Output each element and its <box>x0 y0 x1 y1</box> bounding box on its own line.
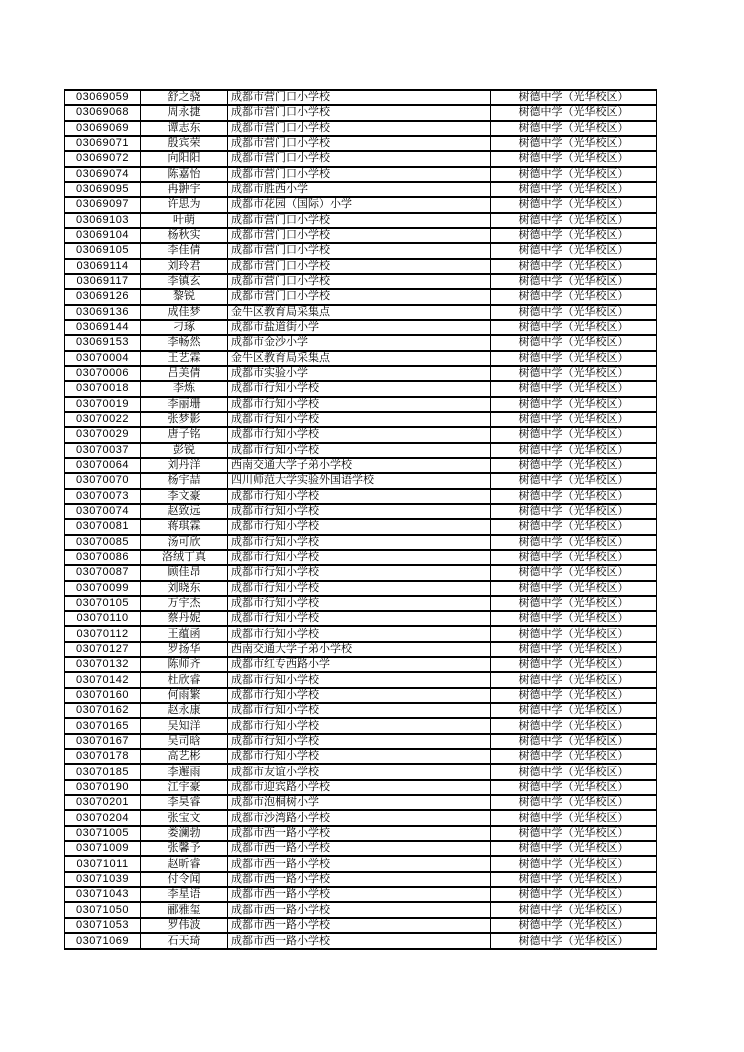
student-name-cell: 冉翀宇 <box>141 182 228 197</box>
table-row <box>65 381 657 396</box>
middle-school-cell: 树德中学（光华校区） <box>491 657 657 672</box>
table-row <box>65 611 657 626</box>
middle-school-cell: 树德中学（光华校区） <box>491 581 657 596</box>
table-row <box>65 320 657 335</box>
middle-school-cell: 树德中学（光华校区） <box>491 826 657 841</box>
primary-school-cell: 成都市西一路小学校 <box>228 826 491 841</box>
primary-school-cell: 成都市行知小学校 <box>228 504 491 519</box>
primary-school-cell: 成都市行知小学校 <box>228 611 491 626</box>
middle-school-cell: 树德中学（光华校区） <box>491 626 657 641</box>
student-name-cell: 许思为 <box>141 197 228 212</box>
primary-school-cell: 成都市行知小学校 <box>228 626 491 641</box>
table-row <box>65 182 657 197</box>
middle-school-cell: 树德中学（光华校区） <box>491 213 657 228</box>
middle-school-cell: 树德中学（光华校区） <box>491 780 657 795</box>
table-row <box>65 136 657 151</box>
middle-school-cell: 树德中学（光华校区） <box>491 688 657 703</box>
table-row <box>65 596 657 611</box>
student-name-cell: 李畅然 <box>141 335 228 350</box>
student-name-cell: 彭锐 <box>141 443 228 458</box>
table-row <box>65 366 657 381</box>
student-name-cell: 赵致远 <box>141 504 228 519</box>
table-row <box>65 305 657 320</box>
student-id-cell: 03070110 <box>65 611 141 626</box>
primary-school-cell: 成都市盐道街小学 <box>228 320 491 335</box>
middle-school-cell: 树德中学（光华校区） <box>491 734 657 749</box>
primary-school-cell: 成都市实验小学 <box>228 366 491 381</box>
table-row <box>65 856 657 871</box>
middle-school-cell: 树德中学（光华校区） <box>491 856 657 871</box>
primary-school-cell: 成都市西一路小学校 <box>228 841 491 856</box>
student-name-cell: 赵永康 <box>141 703 228 718</box>
student-id-cell: 03070019 <box>65 397 141 412</box>
middle-school-cell: 树德中学（光华校区） <box>491 550 657 565</box>
student-id-cell: 03070086 <box>65 550 141 565</box>
student-name-cell: 陈师齐 <box>141 657 228 672</box>
student-name-cell: 谭志东 <box>141 121 228 136</box>
table-row <box>65 581 657 596</box>
student-name-cell: 周永捷 <box>141 105 228 120</box>
student-id-cell: 03070112 <box>65 626 141 641</box>
table-row <box>65 274 657 289</box>
primary-school-cell: 成都市行知小学校 <box>228 581 491 596</box>
student-id-cell: 03070085 <box>65 535 141 550</box>
student-id-cell: 03070162 <box>65 703 141 718</box>
middle-school-cell: 树德中学（光华校区） <box>491 504 657 519</box>
student-id-cell: 03069097 <box>65 197 141 212</box>
middle-school-cell: 树德中学（光华校区） <box>491 703 657 718</box>
primary-school-cell: 成都市友谊小学校 <box>228 764 491 779</box>
middle-school-cell: 树德中学（光华校区） <box>491 642 657 657</box>
table-row <box>65 535 657 550</box>
student-name-cell: 郦雅玺 <box>141 902 228 917</box>
primary-school-cell: 成都市胜西小学 <box>228 182 491 197</box>
student-name-cell: 蒋琪霖 <box>141 519 228 534</box>
student-name-cell: 黎锐 <box>141 289 228 304</box>
student-id-cell: 03069153 <box>65 335 141 350</box>
table-row <box>65 826 657 841</box>
assignment-table-body <box>65 90 657 949</box>
student-name-cell: 王艺霖 <box>141 351 228 366</box>
middle-school-cell: 树德中学（光华校区） <box>491 320 657 335</box>
student-id-cell: 03070165 <box>65 718 141 733</box>
student-id-cell: 03070105 <box>65 596 141 611</box>
student-name-cell: 吴司晗 <box>141 734 228 749</box>
middle-school-cell: 树德中学（光华校区） <box>491 151 657 166</box>
table-row <box>65 121 657 136</box>
table-row <box>65 657 657 672</box>
primary-school-cell: 成都市西一路小学校 <box>228 872 491 887</box>
middle-school-cell: 树德中学（光华校区） <box>491 565 657 580</box>
primary-school-cell: 成都市营门口小学校 <box>228 136 491 151</box>
student-name-cell: 顾佳昂 <box>141 565 228 580</box>
table-row <box>65 642 657 657</box>
student-name-cell: 李镇玄 <box>141 274 228 289</box>
middle-school-cell: 树德中学（光华校区） <box>491 810 657 825</box>
middle-school-cell: 树德中学（光华校区） <box>491 289 657 304</box>
table-row <box>65 151 657 166</box>
primary-school-cell: 成都市泡桐树小学 <box>228 795 491 810</box>
student-name-cell: 刁琢 <box>141 320 228 335</box>
student-id-cell: 03069069 <box>65 121 141 136</box>
student-id-cell: 03071009 <box>65 841 141 856</box>
primary-school-cell: 金牛区教育局采集点 <box>228 305 491 320</box>
primary-school-cell: 成都市沙湾路小学校 <box>228 810 491 825</box>
table-row <box>65 780 657 795</box>
table-row <box>65 810 657 825</box>
student-id-cell: 03069105 <box>65 243 141 258</box>
primary-school-cell: 成都市营门口小学校 <box>228 151 491 166</box>
student-id-cell: 03069117 <box>65 274 141 289</box>
student-name-cell: 王蕴函 <box>141 626 228 641</box>
student-name-cell: 叶萌 <box>141 213 228 228</box>
student-id-cell: 03069071 <box>65 136 141 151</box>
student-id-cell: 03071043 <box>65 887 141 902</box>
primary-school-cell: 成都市行知小学校 <box>228 381 491 396</box>
primary-school-cell: 成都市行知小学校 <box>228 397 491 412</box>
table-row <box>65 933 657 949</box>
table-row <box>65 626 657 641</box>
primary-school-cell: 成都市花园（国际）小学 <box>228 197 491 212</box>
primary-school-cell: 成都市行知小学校 <box>228 565 491 580</box>
table-row <box>65 213 657 228</box>
student-id-cell: 03070004 <box>65 351 141 366</box>
table-row <box>65 764 657 779</box>
primary-school-cell: 成都市营门口小学校 <box>228 105 491 120</box>
middle-school-cell: 树德中学（光华校区） <box>491 351 657 366</box>
primary-school-cell: 成都市行知小学校 <box>228 718 491 733</box>
student-id-cell: 03070064 <box>65 458 141 473</box>
middle-school-cell: 树德中学（光华校区） <box>491 381 657 396</box>
middle-school-cell: 树德中学（光华校区） <box>491 443 657 458</box>
student-id-cell: 03069103 <box>65 213 141 228</box>
student-name-cell: 何雨繁 <box>141 688 228 703</box>
middle-school-cell: 树德中学（光华校区） <box>491 519 657 534</box>
middle-school-cell: 树德中学（光华校区） <box>491 90 657 105</box>
middle-school-cell: 树德中学（光华校区） <box>491 887 657 902</box>
table-row <box>65 565 657 580</box>
student-id-cell: 03071039 <box>65 872 141 887</box>
middle-school-cell: 树德中学（光华校区） <box>491 397 657 412</box>
table-row <box>65 397 657 412</box>
student-id-cell: 03070167 <box>65 734 141 749</box>
student-id-cell: 03071069 <box>65 933 141 949</box>
table-row <box>65 228 657 243</box>
middle-school-cell: 树德中学（光华校区） <box>491 749 657 764</box>
middle-school-cell: 树德中学（光华校区） <box>491 259 657 274</box>
primary-school-cell: 成都市行知小学校 <box>228 688 491 703</box>
middle-school-cell: 树德中学（光华校区） <box>491 795 657 810</box>
primary-school-cell: 成都市行知小学校 <box>228 703 491 718</box>
student-name-cell: 向阳阳 <box>141 151 228 166</box>
student-name-cell: 李炼 <box>141 381 228 396</box>
middle-school-cell: 树德中学（光华校区） <box>491 872 657 887</box>
middle-school-cell: 树德中学（光华校区） <box>491 458 657 473</box>
student-name-cell: 江宇豪 <box>141 780 228 795</box>
student-id-cell: 03070178 <box>65 749 141 764</box>
middle-school-cell: 树德中学（光华校区） <box>491 841 657 856</box>
table-row <box>65 841 657 856</box>
student-id-cell: 03071005 <box>65 826 141 841</box>
student-name-cell: 张宝文 <box>141 810 228 825</box>
middle-school-cell: 树德中学（光华校区） <box>491 427 657 442</box>
student-name-cell: 李佳倩 <box>141 243 228 258</box>
primary-school-cell: 成都市西一路小学校 <box>228 902 491 917</box>
student-id-cell: 03070070 <box>65 473 141 488</box>
middle-school-cell: 树德中学（光华校区） <box>491 182 657 197</box>
student-id-cell: 03070087 <box>65 565 141 580</box>
student-name-cell: 付令闻 <box>141 872 228 887</box>
table-row <box>65 90 657 105</box>
student-id-cell: 03070029 <box>65 427 141 442</box>
student-id-cell: 03070201 <box>65 795 141 810</box>
student-id-cell: 03071011 <box>65 856 141 871</box>
student-id-cell: 03070073 <box>65 489 141 504</box>
table-row <box>65 259 657 274</box>
student-name-cell: 陈嘉怡 <box>141 167 228 182</box>
table-row <box>65 427 657 442</box>
table-row <box>65 197 657 212</box>
student-id-cell: 03069144 <box>65 320 141 335</box>
primary-school-cell: 成都市西一路小学校 <box>228 856 491 871</box>
primary-school-cell: 成都市行知小学校 <box>228 672 491 687</box>
student-name-cell: 高艺彬 <box>141 749 228 764</box>
table-row <box>65 504 657 519</box>
middle-school-cell: 树德中学（光华校区） <box>491 274 657 289</box>
table-row <box>65 734 657 749</box>
middle-school-cell: 树德中学（光华校区） <box>491 918 657 933</box>
student-id-cell: 03070185 <box>65 764 141 779</box>
student-id-cell: 03069126 <box>65 289 141 304</box>
primary-school-cell: 成都市西一路小学校 <box>228 887 491 902</box>
student-id-cell: 03069114 <box>65 259 141 274</box>
table-row <box>65 887 657 902</box>
student-name-cell: 李丽珊 <box>141 397 228 412</box>
middle-school-cell: 树德中学（光华校区） <box>491 412 657 427</box>
middle-school-cell: 树德中学（光华校区） <box>491 718 657 733</box>
student-name-cell: 李昊睿 <box>141 795 228 810</box>
student-name-cell: 杨宇喆 <box>141 473 228 488</box>
primary-school-cell: 成都市西一路小学校 <box>228 933 491 949</box>
student-id-cell: 03070127 <box>65 642 141 657</box>
primary-school-cell: 西南交通大学子弟小学校 <box>228 458 491 473</box>
primary-school-cell: 成都市行知小学校 <box>228 519 491 534</box>
primary-school-cell: 西南交通大学子弟小学校 <box>228 642 491 657</box>
student-name-cell: 刘丹洋 <box>141 458 228 473</box>
primary-school-cell: 成都市行知小学校 <box>228 489 491 504</box>
student-name-cell: 吴知洋 <box>141 718 228 733</box>
primary-school-cell: 成都市营门口小学校 <box>228 213 491 228</box>
student-id-cell: 03069068 <box>65 105 141 120</box>
student-id-cell: 03070006 <box>65 366 141 381</box>
student-id-cell: 03070142 <box>65 672 141 687</box>
student-name-cell: 刘玲君 <box>141 259 228 274</box>
student-id-cell: 03070037 <box>65 443 141 458</box>
table-row <box>65 351 657 366</box>
table-row <box>65 243 657 258</box>
student-id-cell: 03069095 <box>65 182 141 197</box>
student-assignment-table <box>64 89 657 950</box>
middle-school-cell: 树德中学（光华校区） <box>491 535 657 550</box>
primary-school-cell: 成都市营门口小学校 <box>228 289 491 304</box>
student-id-cell: 03069059 <box>65 90 141 105</box>
table-row <box>65 718 657 733</box>
student-name-cell: 舒之骁 <box>141 90 228 105</box>
middle-school-cell: 树德中学（光华校区） <box>491 902 657 917</box>
student-id-cell: 03069074 <box>65 167 141 182</box>
primary-school-cell: 成都市行知小学校 <box>228 535 491 550</box>
student-id-cell: 03070018 <box>65 381 141 396</box>
student-name-cell: 杨秋实 <box>141 228 228 243</box>
primary-school-cell: 成都市西一路小学校 <box>228 918 491 933</box>
middle-school-cell: 树德中学（光华校区） <box>491 197 657 212</box>
primary-school-cell: 成都市迎宾路小学校 <box>228 780 491 795</box>
student-name-cell: 蔡丹妮 <box>141 611 228 626</box>
student-id-cell: 03070081 <box>65 519 141 534</box>
table-row <box>65 918 657 933</box>
middle-school-cell: 树德中学（光华校区） <box>491 305 657 320</box>
primary-school-cell: 成都市营门口小学校 <box>228 90 491 105</box>
primary-school-cell: 成都市营门口小学校 <box>228 274 491 289</box>
middle-school-cell: 树德中学（光华校区） <box>491 933 657 949</box>
primary-school-cell: 成都市行知小学校 <box>228 412 491 427</box>
middle-school-cell: 树德中学（光华校区） <box>491 167 657 182</box>
primary-school-cell: 成都市行知小学校 <box>228 443 491 458</box>
table-row <box>65 672 657 687</box>
student-name-cell: 刘晓东 <box>141 581 228 596</box>
middle-school-cell: 树德中学（光华校区） <box>491 596 657 611</box>
table-row <box>65 458 657 473</box>
student-name-cell: 杜欣睿 <box>141 672 228 687</box>
student-name-cell: 张梦影 <box>141 412 228 427</box>
table-row <box>65 519 657 534</box>
student-id-cell: 03069072 <box>65 151 141 166</box>
student-name-cell: 成佳梦 <box>141 305 228 320</box>
table-row <box>65 289 657 304</box>
primary-school-cell: 金牛区教育局采集点 <box>228 351 491 366</box>
table-row <box>65 795 657 810</box>
table-row <box>65 473 657 488</box>
student-name-cell: 李邂雨 <box>141 764 228 779</box>
student-id-cell: 03071053 <box>65 918 141 933</box>
primary-school-cell: 成都市营门口小学校 <box>228 167 491 182</box>
student-name-cell: 张馨予 <box>141 841 228 856</box>
table-row <box>65 749 657 764</box>
primary-school-cell: 四川师范大学实验外国语学校 <box>228 473 491 488</box>
student-name-cell: 罗伟波 <box>141 918 228 933</box>
primary-school-cell: 成都市营门口小学校 <box>228 243 491 258</box>
student-name-cell: 吕美倩 <box>141 366 228 381</box>
table-row <box>65 105 657 120</box>
primary-school-cell: 成都市行知小学校 <box>228 427 491 442</box>
middle-school-cell: 树德中学（光华校区） <box>491 335 657 350</box>
table-row <box>65 688 657 703</box>
student-id-cell: 03070204 <box>65 810 141 825</box>
middle-school-cell: 树德中学（光华校区） <box>491 121 657 136</box>
table-row <box>65 443 657 458</box>
middle-school-cell: 树德中学（光华校区） <box>491 611 657 626</box>
middle-school-cell: 树德中学（光华校区） <box>491 473 657 488</box>
table-row <box>65 703 657 718</box>
table-row <box>65 872 657 887</box>
student-id-cell: 03070074 <box>65 504 141 519</box>
student-name-cell: 唐子铭 <box>141 427 228 442</box>
student-name-cell: 李星语 <box>141 887 228 902</box>
table-row <box>65 902 657 917</box>
primary-school-cell: 成都市金沙小学 <box>228 335 491 350</box>
student-id-cell: 03070099 <box>65 581 141 596</box>
primary-school-cell: 成都市营门口小学校 <box>228 121 491 136</box>
student-name-cell: 罗扬华 <box>141 642 228 657</box>
table-row <box>65 489 657 504</box>
middle-school-cell: 树德中学（光华校区） <box>491 105 657 120</box>
table-row <box>65 335 657 350</box>
student-name-cell: 娄澜勃 <box>141 826 228 841</box>
table-row <box>65 550 657 565</box>
middle-school-cell: 树德中学（光华校区） <box>491 136 657 151</box>
primary-school-cell: 成都市行知小学校 <box>228 596 491 611</box>
student-id-cell: 03070022 <box>65 412 141 427</box>
student-id-cell: 03071050 <box>65 902 141 917</box>
student-id-cell: 03070160 <box>65 688 141 703</box>
student-name-cell: 石天琦 <box>141 933 228 949</box>
primary-school-cell: 成都市行知小学校 <box>228 734 491 749</box>
middle-school-cell: 树德中学（光华校区） <box>491 243 657 258</box>
middle-school-cell: 树德中学（光华校区） <box>491 366 657 381</box>
student-name-cell: 洛绒丁真 <box>141 550 228 565</box>
student-name-cell: 李文豪 <box>141 489 228 504</box>
primary-school-cell: 成都市行知小学校 <box>228 550 491 565</box>
primary-school-cell: 成都市营门口小学校 <box>228 228 491 243</box>
table-row <box>65 167 657 182</box>
middle-school-cell: 树德中学（光华校区） <box>491 672 657 687</box>
student-id-cell: 03070132 <box>65 657 141 672</box>
student-name-cell: 汤可欣 <box>141 535 228 550</box>
student-name-cell: 殷宾荣 <box>141 136 228 151</box>
student-id-cell: 03070190 <box>65 780 141 795</box>
middle-school-cell: 树德中学（光华校区） <box>491 228 657 243</box>
student-name-cell: 赵昕睿 <box>141 856 228 871</box>
primary-school-cell: 成都市行知小学校 <box>228 749 491 764</box>
primary-school-cell: 成都市红专西路小学 <box>228 657 491 672</box>
table-row <box>65 412 657 427</box>
student-id-cell: 03069136 <box>65 305 141 320</box>
primary-school-cell: 成都市营门口小学校 <box>228 259 491 274</box>
middle-school-cell: 树德中学（光华校区） <box>491 764 657 779</box>
middle-school-cell: 树德中学（光华校区） <box>491 489 657 504</box>
student-id-cell: 03069104 <box>65 228 141 243</box>
student-name-cell: 万宇杰 <box>141 596 228 611</box>
